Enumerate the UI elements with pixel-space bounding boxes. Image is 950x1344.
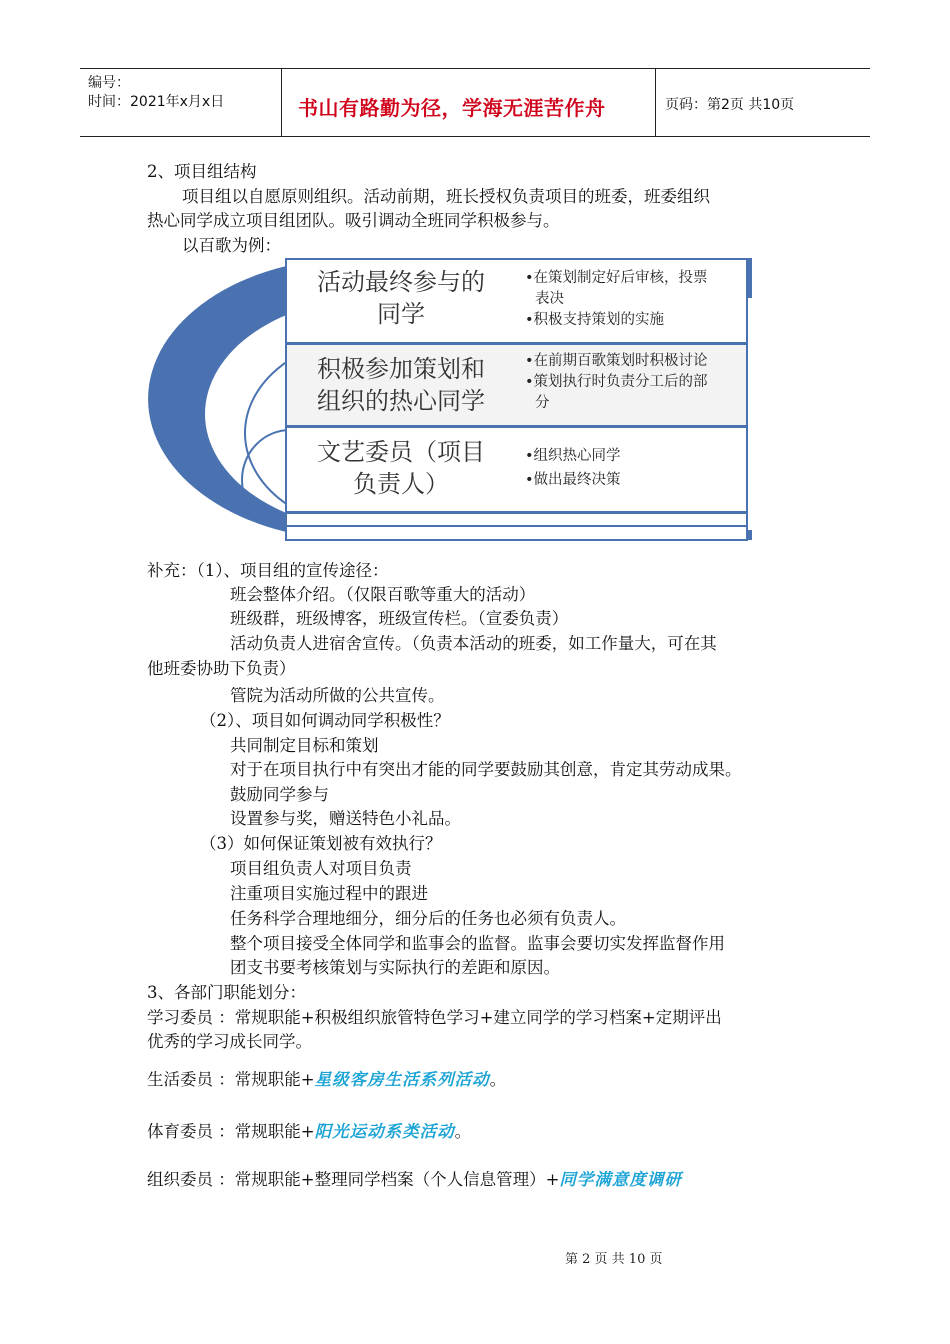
diagram-layer-middle [285, 343, 748, 427]
section-title: 2、项目组结构 [147, 162, 257, 181]
header-top-border [80, 68, 870, 69]
supplement-item: 班级群，班级博客，班级宣传栏。（宣委负责） [230, 609, 569, 628]
header-divider [655, 68, 656, 136]
layer-bullet: •积极支持策划的实施 [525, 312, 665, 328]
supplement-item: 设置参与奖，赠送特色小礼品。 [230, 809, 461, 828]
paragraph-line: 项目组以自愿原则组织。活动前期，班长授权负责项目的班委，班委组织 [182, 187, 710, 206]
supplement-item: 任务科学合理地细分，细分后的任务也必须有负责人。 [230, 909, 626, 928]
layer-bullet: 表决 [535, 291, 564, 307]
role-text: 组织委员 ：常规职能+整理同学档案（个人信息管理）+ [147, 1170, 560, 1189]
role-text: 生活委员 ：常规职能+ [147, 1070, 315, 1089]
supplement-item: 项目组负责人对项目负责 [230, 859, 412, 878]
diagram-strip [285, 512, 748, 527]
header-page-info: 页码：第2页 共10页 [665, 97, 795, 113]
role-description [147, 1068, 506, 1092]
layer-bullet: •组织热心同学 [525, 448, 621, 464]
example-label: 以百歌为例： [182, 236, 281, 255]
supplement-item: 注重项目实施过程中的跟进 [230, 884, 428, 903]
role-text: 体育委员 ：常规职能+ [147, 1122, 315, 1141]
role-text: 。 [489, 1070, 507, 1089]
header-divider [281, 68, 282, 136]
layer-title: 负责人） [353, 470, 449, 498]
page-footer: 第 2 页 共 10 页 [565, 1252, 663, 1267]
diagram-layer-outer [285, 258, 748, 344]
role-text: 。 [454, 1122, 472, 1141]
layer-bullet: 分 [535, 395, 550, 411]
supplement-question: （2）、项目如何调动同学积极性？ [200, 711, 450, 730]
paragraph-line: 热心同学成立项目组团队。吸引调动全班同学积极参与。 [147, 211, 560, 230]
diagram-layer-inner [285, 426, 748, 513]
supplement-item: 他班委协助下负责） [147, 659, 296, 678]
layer-bullet: •在策划制定好后审核，投票 [525, 270, 708, 286]
role-highlight: 阳光运动系类活动 [314, 1122, 455, 1141]
header-bottom-border [80, 136, 870, 137]
layer-title: 活动最终参与的 [317, 268, 485, 296]
supplement-item: 鼓励同学参与 [230, 785, 329, 804]
header-motto: 书山有路勤为径，学海无涯苦作舟 [298, 96, 606, 120]
supplement-item: 整个项目接受全体同学和监事会的监督。监事会要切实发挥监督作用 [230, 934, 725, 953]
layer-title: 积极参加策划和 [317, 355, 485, 383]
layer-title: 文艺委员（项目 [317, 438, 485, 466]
role-highlight: 星级客房生活系列活动 [314, 1070, 490, 1089]
supplement-item: 班会整体介绍。（仅限百歌等重大的活动） [230, 585, 536, 604]
layer-bullet: •在前期百歌策划时积极讨论 [525, 353, 708, 369]
document-number: 编号： [88, 75, 130, 91]
supplement-item: 对于在项目执行中有突出才能的同学要鼓励其创意，肯定其劳动成果。 [230, 760, 742, 779]
supplement-question: （3）如何保证策划被有效执行？ [200, 834, 442, 853]
layer-bullet: •做出最终决策 [525, 472, 621, 488]
role-description [147, 1120, 471, 1144]
supplement-question: 补充：（1）、项目组的宣传途径： [147, 561, 389, 580]
role-description: 学习委员 ：常规职能+积极组织旅管特色学习+建立同学的学习档案+定期评出 [147, 1008, 722, 1027]
supplement-item: 团支书要考核策划与实际执行的差距和原因。 [230, 958, 560, 977]
layer-bullet: •策划执行时负责分工后的部 [525, 374, 708, 390]
supplement-item: 管院为活动所做的公共宣传。 [230, 686, 445, 705]
role-description [147, 1168, 682, 1192]
layer-title: 组织的热心同学 [317, 387, 485, 415]
supplement-item: 共同制定目标和策划 [230, 736, 379, 755]
role-description: 优秀的学习成长同学。 [147, 1032, 312, 1051]
section-title: 3、各部门职能划分： [147, 983, 306, 1002]
layer-title: 同学 [377, 300, 425, 328]
role-highlight: 同学满意度调研 [559, 1170, 682, 1189]
document-date: 时间：2021年x月x日 [88, 94, 225, 110]
supplement-item: 活动负责人进宿舍宣传。（负责本活动的班委，如工作量大，可在其 [230, 634, 717, 653]
diagram-strip [285, 527, 748, 541]
